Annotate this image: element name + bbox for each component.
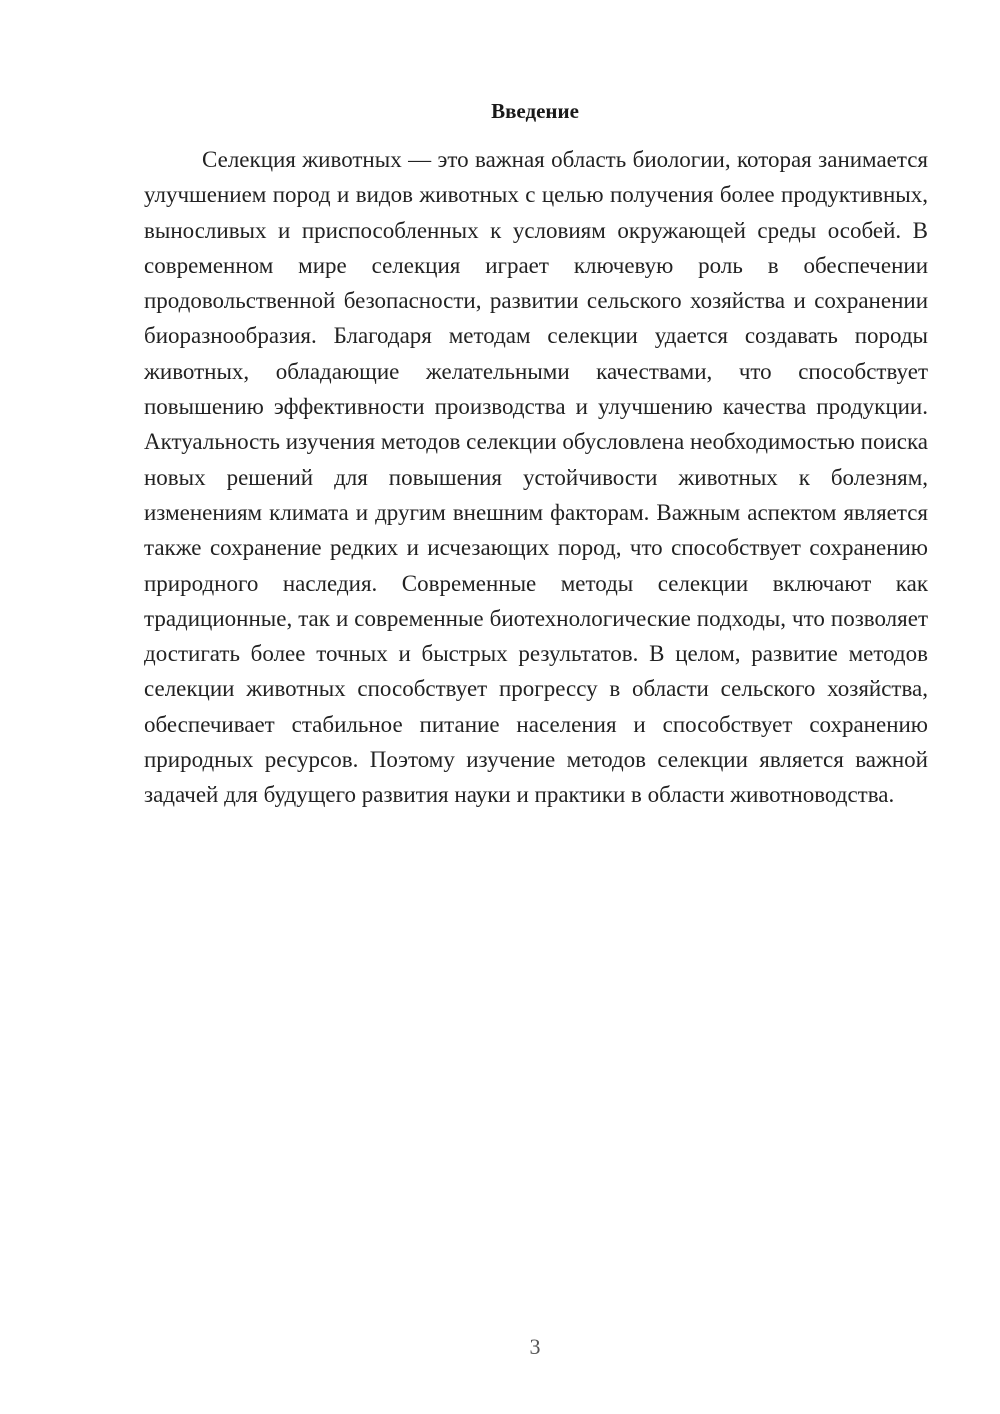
body-paragraph: Селекция животных — это важная область биологии, которая занимается улучшением пород и видов животных с целью получения более продуктивных, выносливых и приспособленных к условиям окружающей среды особей. В современном мире селекция играет ключевую роль в обеспечении продовольственной безопасности, развитии сельского хозяйства и сохранении биоразнообразия. Благодаря методам селекции удается создавать породы животных, обладающие желательными качествами, что способствует повышению эффективности производства и улучшению качества продукции. Актуальность изучения методов селекции обусловлена необходимостью поиска новых решений для повышения устойчивости животных к болезням, изменениям климата и другим внешним факторам. Важным аспектом является также сохранение редких и исчезающих пород, что способствует сохранению природного наследия. Современные методы селекции включают как традиционные, так и современные биотехнологические подходы, что позволяет достигать более точных и быстрых результатов. В целом, развитие методов селекции животных способствует прогрессу в области сельского хозяйства, обеспечивает стабильное питание населения и способствует сохранению природных ресурсов. Поэтому изучение методов селекции является важной задачей для будущего развития науки и практики в области животноводства. [144, 147, 928, 808]
section-title: Введение [491, 99, 579, 123]
page-number: 3 [529, 1334, 541, 1359]
